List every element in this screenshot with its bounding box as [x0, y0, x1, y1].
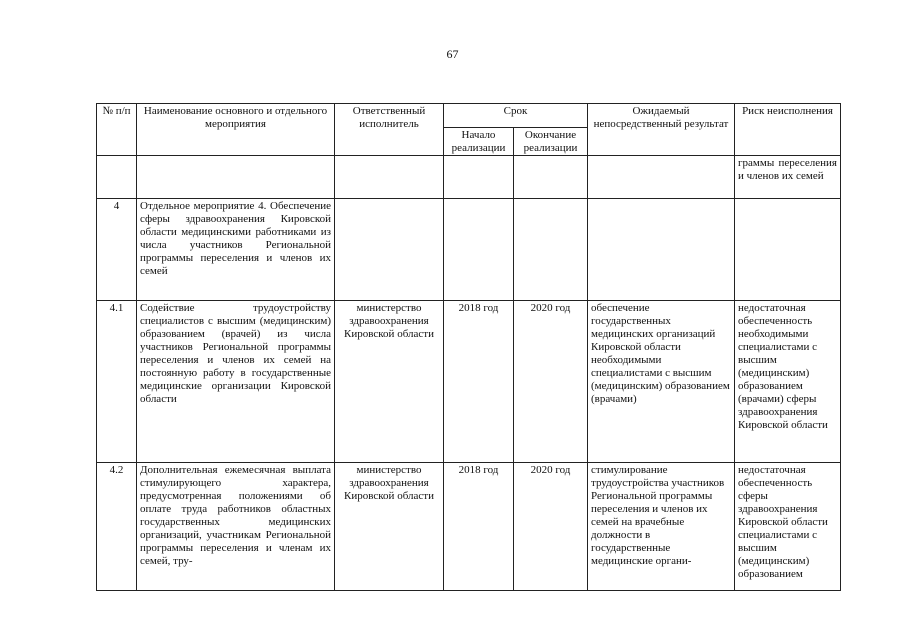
cell-num: 4.1: [97, 301, 137, 463]
cell-risk: граммы переселения и членов их семей: [735, 156, 841, 199]
cell-risk: [735, 463, 841, 591]
cell-name: Содействие трудоустройству специалистов с высшим (медицинским) образованием (врачей) из числа участников Региональной программы переселения и членов их семей на постоянную работу в государственные медицинские организации Кировской области: [137, 301, 335, 463]
cell-end: [514, 156, 588, 199]
cell-executor: [335, 199, 444, 301]
cell-result-text: стимулирование трудоустройства участников Региональной программы переселения и членов их семей на врачебные должности в государственные медицинские органи-: [591, 464, 725, 567]
cell-start: [444, 156, 514, 199]
table-row: [97, 156, 841, 199]
cell-end: [514, 199, 588, 301]
cell-name: [137, 463, 335, 591]
header-end: Окончание реализации: [514, 128, 588, 156]
table-row: [97, 199, 841, 301]
cell-risk-text: недостаточная обеспеченность сферы здравоохранения Кировской области специалистами с высшим (медицинским) образованием: [738, 464, 828, 580]
table-row: [97, 301, 841, 463]
cell-start: [444, 199, 514, 301]
header-term: Срок: [444, 104, 588, 128]
cell-name: Отдельное мероприятие 4. Обеспечение сферы здравоохранения Кировской области медицинскими работниками из числа участников Региональной программы переселения и членов их семей: [137, 199, 335, 301]
cell-end: 2020 год: [514, 463, 588, 591]
header-result: Ожидаемый непосредственный результат: [588, 104, 735, 156]
cell-start: 2018 год: [444, 463, 514, 591]
cell-executor: министерство здравоохранения Кировской области: [335, 301, 444, 463]
header-executor: Ответственный исполнитель: [335, 104, 444, 156]
page-number: 67: [446, 47, 459, 61]
cell-result: [588, 156, 735, 199]
cell-start: 2018 год: [444, 301, 514, 463]
header-num: № п/п: [97, 104, 137, 156]
cell-risk: недостаточная обеспеченность необходимыми специалистами с высшим (медицинским) образованием (врачами) сферы здравоохранения Кировской области: [735, 301, 841, 463]
cell-name-text: Дополнительная ежемесячная выплата стимулирующего характера, предусмотренная положениями об оплате труда работников областных государственных медицинских организаций, участникам Региональной программы переселения и членам их семей, тру-: [140, 464, 331, 567]
cell-end: 2020 год: [514, 301, 588, 463]
cell-result: обеспечение государственных медицинских организаций Кировской области необходимыми специалистами с высшим (медицинским) образованием (врачами): [588, 301, 735, 463]
measures-table: [96, 103, 841, 591]
cell-num: [97, 156, 137, 199]
header-start: Начало реализации: [444, 128, 514, 156]
table-header-row: [97, 104, 841, 128]
header-name: Наименование основного и отдельного мероприятия: [137, 104, 335, 156]
cell-risk: [735, 199, 841, 301]
cell-num: 4.2: [97, 463, 137, 591]
cell-executor: [335, 156, 444, 199]
cell-result: [588, 199, 735, 301]
table-row: [97, 463, 841, 591]
cell-name: [137, 156, 335, 199]
cell-num: 4: [97, 199, 137, 301]
cell-result: [588, 463, 735, 591]
header-risk: Риск неисполнения: [735, 104, 841, 156]
cell-executor: министерство здравоохранения Кировской области: [335, 463, 444, 591]
